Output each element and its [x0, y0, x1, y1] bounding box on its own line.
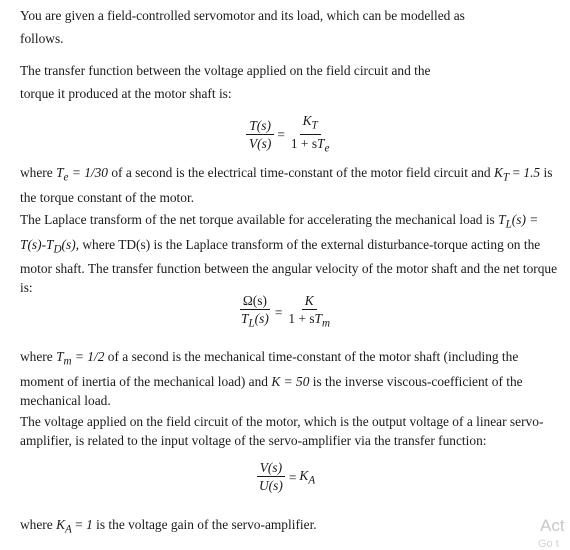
text-k-description: is the inverse viscous-coefficient of the mechanical load. [20, 373, 523, 408]
symbol-ka: $K_A$ [299, 468, 316, 487]
equation-amplifier-transfer [256, 460, 315, 495]
equation-velocity-transfer [238, 293, 333, 333]
symbol-ka: $K_A$ [56, 517, 72, 536]
equation-lhs-denominator: U(s) [259, 478, 283, 493]
text-where: where [20, 349, 57, 364]
symbol-k: K [302, 113, 312, 128]
equation-lhs [256, 460, 286, 495]
symbol-te: $T_e = 1/30$ [56, 165, 109, 184]
paragraph-torque-line-1: The transfer function between the voltage applied on the field circuit and the [20, 63, 431, 78]
symbol-tl: $T_L(s)$ [498, 212, 526, 231]
value-ka: 1 [86, 517, 93, 532]
intro-line-2: follows. [20, 31, 64, 46]
equation-lhs-denominator: $T_L(s)$ [241, 311, 269, 330]
activate-watermark: Act [540, 516, 565, 535]
symbol-tm: $T_m = 1/2$ [56, 349, 105, 368]
paragraph-amplifier: The voltage applied on the field circuit of the motor, which is the output voltage of a linear servo-amplifier, is related to the input voltage of the servo-amplifier via the transfer function: [20, 414, 544, 448]
equation-lhs [246, 118, 274, 153]
subscript-e: e [324, 142, 330, 155]
text-kt-equals: = [509, 165, 524, 180]
equation-rhs-denominator [288, 135, 333, 158]
symbol-k: K = 50 [271, 373, 310, 389]
equation-rhs-numerator [300, 113, 321, 135]
paragraph-constants [20, 163, 565, 207]
symbol-kt: $K_T$ [493, 165, 510, 184]
text-te-description: of a second is the electrical time-constant of the motor field circuit and [108, 165, 494, 180]
denominator-prefix: 1 + s [290, 135, 318, 151]
equation-torque-transfer [246, 113, 332, 157]
text-kt-description: is the torque constant of the motor. [20, 165, 553, 205]
paragraph-net-torque [20, 210, 565, 297]
expression-net-torque: = $T(s)-T_D(s)$ [20, 212, 539, 256]
equation-rhs-numerator: K [302, 293, 317, 310]
intro-line-1: You are given a field-controlled servomotor and its load, which can be modelled as [20, 8, 465, 23]
text-tm-description: of a second is the mechanical time-constant of the motor shaft (including the moment of inertia of the mechanical load) and [20, 349, 519, 389]
equation-lhs-numerator: T(s) [246, 118, 274, 135]
text-net-torque-rest: , where TD(s) is the Laplace transform of the external disturbance-torque acting on the motor shaft. The transfer function between the angular velocity of the motor shaft and the net torque is: [20, 236, 558, 296]
equation-lhs [238, 293, 272, 333]
text-where: where [20, 517, 57, 532]
value-kt: 1.5 [523, 165, 541, 180]
equation-rhs [285, 293, 333, 333]
equation-lhs-denominator: V(s) [249, 135, 272, 151]
text-net-torque-intro: The Laplace transform of the net torque available for accelerating the mechanical load is [20, 212, 499, 227]
equation-lhs-numerator: V(s) [257, 460, 285, 477]
text-ka-equals: = [71, 517, 87, 532]
activate-watermark-subtext: Go t [538, 538, 559, 550]
equals-sign: = [274, 304, 283, 320]
text-ka-description: is the voltage gain of the servo-amplifier. [92, 517, 317, 532]
paragraph-gain [20, 515, 565, 540]
equation-lhs-numerator: Ω(s) [240, 293, 270, 310]
equals-sign: = [277, 127, 285, 143]
equation-rhs [288, 113, 333, 157]
equals-sign: = [288, 469, 297, 485]
paragraph-mechanical [20, 347, 565, 410]
text-where: where [20, 165, 57, 180]
paragraph-torque-line-2: torque it produced at the motor shaft is: [20, 86, 232, 101]
symbol-t: T [317, 135, 325, 151]
equation-rhs-denominator: $1 + sT_m$ [288, 311, 331, 330]
subscript-t: T [311, 119, 318, 132]
